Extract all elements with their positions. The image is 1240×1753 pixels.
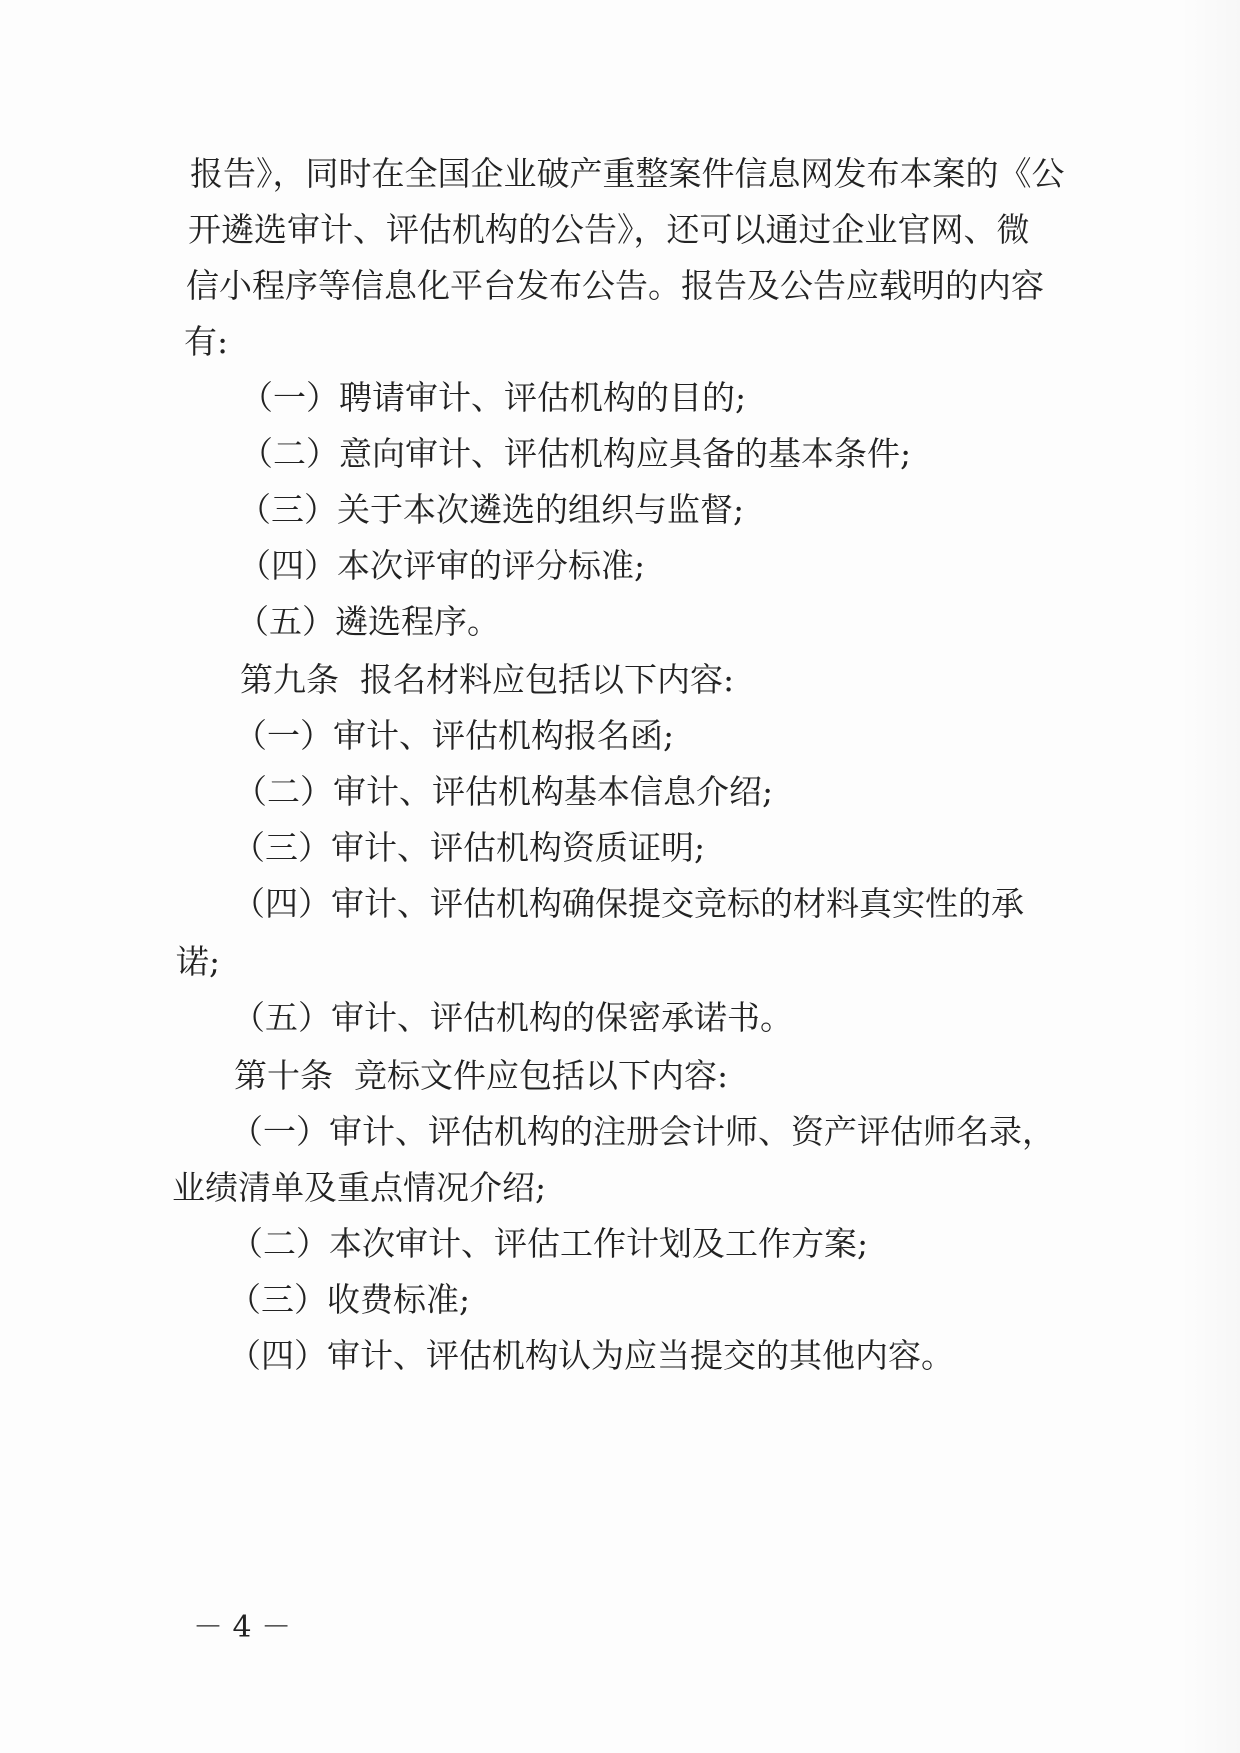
intro-line-4: 有: bbox=[184, 322, 229, 361]
article-9-item-2: （二）审计、评估机构基本信息介绍; bbox=[234, 772, 774, 811]
article-9-item-5: （五）审计、评估机构的保密承诺书。 bbox=[232, 998, 793, 1037]
announcement-item-2: （二）意向审计、评估机构应具备的基本条件; bbox=[240, 434, 912, 473]
article-10-item-4: （四）审计、评估机构认为应当提交的其他内容。 bbox=[228, 1336, 954, 1375]
article-10-item-1: （一）审计、评估机构的注册会计师、资产评估师名录， bbox=[230, 1112, 1055, 1151]
announcement-item-4: （四）本次评审的评分标准; bbox=[238, 546, 646, 585]
article-9-item-3: （三）审计、评估机构资质证明; bbox=[232, 828, 706, 867]
intro-line-1: 报告》，同时在全国企业破产重整案件信息网发布本案的《公 bbox=[190, 154, 1065, 193]
announcement-item-5: （五）遴选程序。 bbox=[236, 602, 500, 641]
article-9-item-4-cont: 诺; bbox=[176, 942, 221, 981]
article-10-item-3: （三）收费标准; bbox=[228, 1280, 471, 1319]
article-10-heading: 第十条 竞标文件应包括以下内容: bbox=[234, 1056, 729, 1095]
scan-shadow bbox=[1180, 0, 1240, 1753]
article-10-item-1-cont: 业绩清单及重点情况介绍; bbox=[172, 1168, 547, 1207]
intro-line-3: 信小程序等信息化平台发布公告。报告及公告应载明的内容 bbox=[186, 266, 1044, 305]
announcement-item-1: （一）聘请审计、评估机构的目的; bbox=[240, 378, 747, 417]
announcement-item-3: （三）关于本次遴选的组织与监督; bbox=[238, 490, 745, 529]
article-9-item-1: （一）审计、评估机构报名函; bbox=[234, 716, 675, 755]
intro-line-2: 开遴选审计、评估机构的公告》，还可以通过企业官网、微 bbox=[188, 210, 1030, 249]
article-9-heading: 第九条 报名材料应包括以下内容: bbox=[240, 660, 735, 699]
article-10-item-2: （二）本次审计、评估工作计划及工作方案; bbox=[230, 1224, 869, 1263]
article-9-item-4: （四）审计、评估机构确保提交竞标的材料真实性的承 bbox=[232, 884, 1024, 923]
page-number: － 4 － bbox=[193, 1610, 292, 1645]
